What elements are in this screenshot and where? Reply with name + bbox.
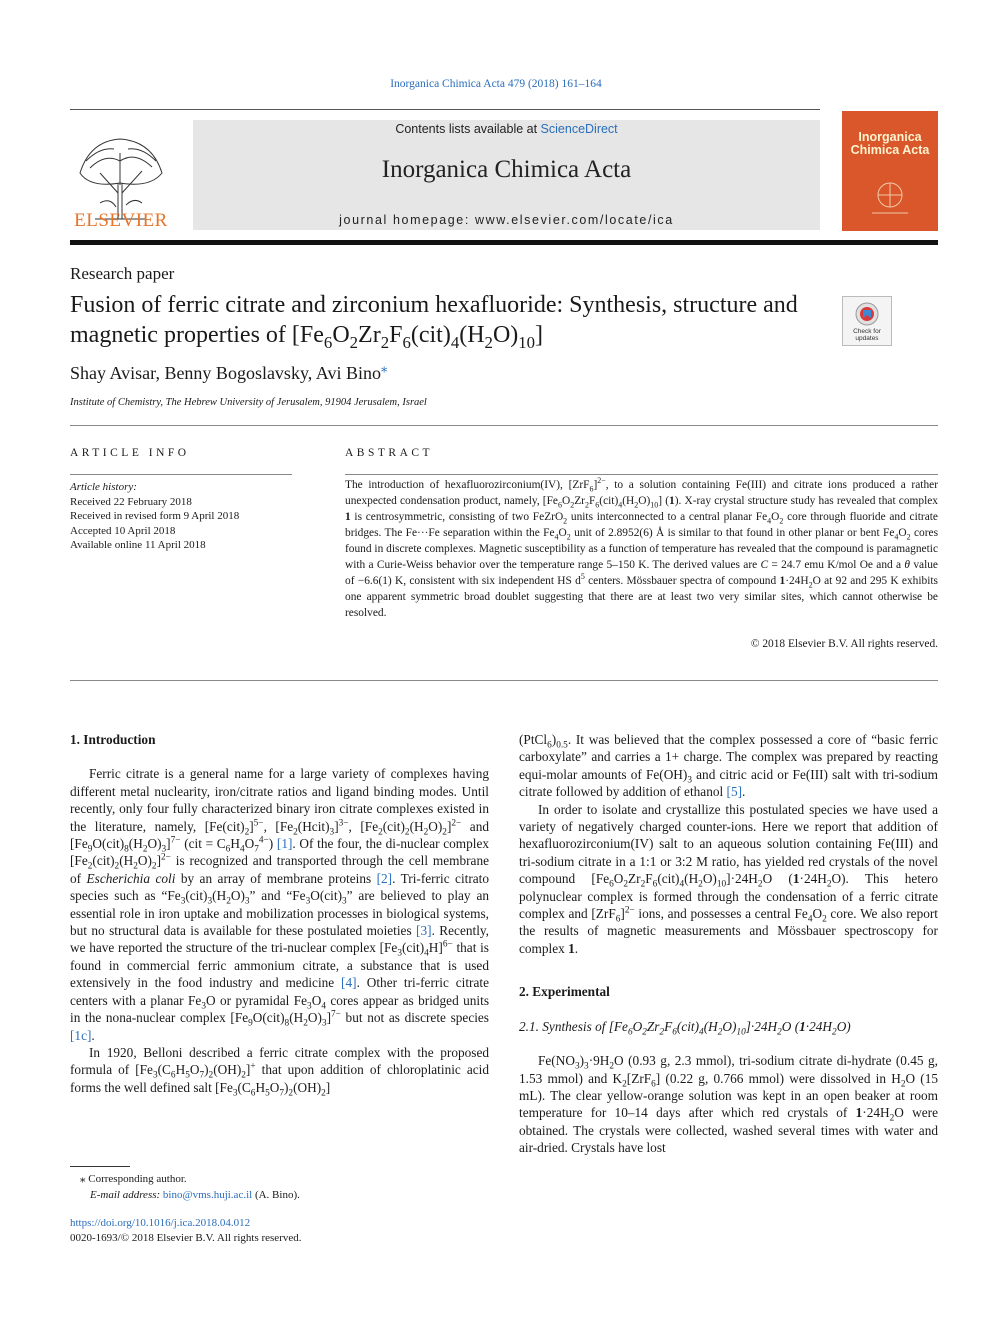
email-link[interactable]: bino@vms.huji.ac.il <box>162 1189 253 1201</box>
journal-reference[interactable]: Inorganica Chimica Acta 479 (2018) 161–164 <box>390 78 602 90</box>
intro-paragraph-2-cont: $(PtCl_6)_{0.5}$. It was believed that the complex possessed a core of “basic ferric carboxylate” and carries a 1+ charge. The complex was prepared by reacting equi-molar amounts of $Fe(OH)_3$ and citric acid or Fe(III) salt with tri-sodium citrate followed by addition of ethanol [5]. <box>519 732 938 800</box>
abstract-rule <box>345 474 938 475</box>
authors <box>70 363 387 384</box>
article-title: Fusion of ferric citrate and zirconium hexafluoride: Synthesis, structure and magnetic properties of $[Fe_6O_2Zr_2F_6(cit)_4(H_2O)_{10}]$ <box>70 292 798 352</box>
corresponding-note: ⁎ Corresponding author. <box>80 1173 187 1185</box>
article-type: Research paper <box>70 264 175 283</box>
cover-illustration <box>862 173 918 221</box>
revised-date: Received in revised form 9 April 2018 <box>70 510 240 522</box>
online-date: Available online 11 April 2018 <box>70 539 206 551</box>
synthesis-paragraph: $Fe(NO_3)_3\cdot 9H_2O$ (0.93 g, 2.3 mmol), tri-sodium citrate di-hydrate (0.45 g, 1.53 mmol) and $K_2[ZrF_6]$ (0.22 g, 0.766 mmol) were dissolved in $H_2O$ (15 mL). The clear yellow-orange solution was kept in an open beaker at room temperature for 10–14 days after which red crystals of $1\cdot 24H_2O$ were obtained. The crystals were collected, washed several times with water and air-dried. Crystals have lost <box>519 1053 939 1156</box>
sciencedirect-link[interactable]: ScienceDirect <box>540 122 618 136</box>
contents-line <box>193 122 820 136</box>
header-divider <box>70 109 820 110</box>
abstract-heading: ABSTRACT <box>345 447 434 459</box>
cover-title: Inorganica Chimica Acta <box>850 130 930 157</box>
ref-5-link[interactable]: [5] <box>726 784 743 800</box>
journal-cover-thumbnail[interactable] <box>842 111 938 231</box>
experimental-heading: 2. Experimental <box>519 984 610 1000</box>
abstract-copyright: © 2018 Elsevier B.V. All rights reserved. <box>750 638 938 650</box>
ref-1c-link[interactable]: [1c] <box>70 1027 92 1043</box>
ref-2-link[interactable]: [2] <box>376 870 393 886</box>
received-date: Received 22 February 2018 <box>70 495 192 508</box>
synthesis-heading: 2.1. Synthesis of $[Fe_6O_2Zr_2F_6(cit)_4(H_2O)_{10}]\cdot 24H_2O$ $(1\cdot 24H_2O)$ <box>519 1018 851 1038</box>
synthesis-heading-prefix: 2.1. Synthesis of <box>519 1018 609 1034</box>
ref-3-link[interactable]: [3] <box>416 923 432 939</box>
history-label: Article history: <box>70 481 137 493</box>
abstract-text: The introduction of hexafluorozirconium(IV), $[ZrF_6]^{2-}$, to a solution containing Fe(III) and citrate ions produced a rather unexpected condensation product, namely, $[Fe_6O_2Zr_2F_6(cit)_4(H_2O)_{10}]$ (1). X-ray crystal structure study has revealed that complex 1 is centrosymmetric, consisting of two FeZrO$_2$ units interconnected to a central planar $Fe_4O_2$ core through fluoride and citrate bridges. The Fe···Fe separation within the $Fe_4O_2$ unit of 2.8952(6) Å is similar to that found in other planar or bent $Fe_4O_2$ cores found in discrete complexes. Magnetic susceptibility as a function of temperature has revealed that the compound is paramagnetic with a Curie-Weiss behavior over the temperature range 5–150 K. The derived values are C = 24.7 emu K/mol Oe and a θ value of −6.6(1) K, consistent with six independent HS $d^5$ centers. Mössbauer spectra of compound $1\cdot 24H_2O$ at 92 and 295 K exhibits one apparent symmetric broad doublet suggesting that there are at least two very similar sites, which cannot otherwise be resolved. <box>345 476 939 619</box>
article-info-rule <box>70 474 292 475</box>
corresponding-text: Corresponding author. <box>88 1173 187 1185</box>
intro-heading: 1. Introduction <box>70 732 156 747</box>
journal-banner <box>193 120 820 230</box>
elsevier-wordmark: ELSEVIER <box>74 210 168 231</box>
doi-block <box>70 1216 302 1246</box>
ref-4-link[interactable]: [4] <box>341 975 357 991</box>
intro-paragraph-2: In 1920, Belloni described a ferric citrate complex with the proposed formula of $[Fe_3(C_6H_5O_7)_2(OH)_2]^+$ that upon addition of chloroplatinic acid forms the well defined salt $[Fe_3(C_6H_5O_7)_2(OH)_2]$ <box>70 1044 489 1099</box>
email-label: E-mail address: <box>90 1189 163 1201</box>
journal-name: Inorganica Chimica Acta <box>381 156 632 183</box>
title-text: Fusion of ferric citrate and zirconium hexafluoride: Synthesis, structure and magnetic properties of [Fe <box>70 292 798 348</box>
footnote <box>70 1171 490 1203</box>
ref-1-link[interactable]: [1] <box>276 836 293 852</box>
footnote-rule <box>70 1166 130 1167</box>
email-note <box>70 1187 490 1203</box>
intro-paragraph-3: In order to isolate and crystallize this postulated species we have used a variety of negatively charged counter-ions. Here we report that addition of hexafluorozirconium(IV) salt to an aqueous solution containing Fe(III) and tri-sodium citrate in a 1:1 or 3:2 M ratio, has yielded red crystals of the novel compound $[Fe_6O_2Zr_2F_6(cit)_4(H_2O)_{10}]\cdot 24H_2O$ $(1\cdot 24H_2O)$. This hetero polynuclear complex is formed through the condensation of a ferric citrate complex and $[ZrF_6]^{2-}$ ions, and possesses a central $Fe_4O_2$ core. We also report the results of magnetic measurements and Mössbauer spectroscopy for complex 1. <box>519 801 939 956</box>
abstract-bottom-rule <box>70 680 938 681</box>
header-thick-rule <box>70 240 938 245</box>
journal-homepage[interactable]: journal homepage: www.elsevier.com/locate/ica <box>339 213 674 227</box>
doi-link[interactable]: https://doi.org/10.1016/j.ica.2018.04.012 <box>70 1217 251 1229</box>
title-divider <box>70 425 938 426</box>
author-names: Shay Avisar, Benny Bogoslavsky, Avi Bino <box>70 363 381 383</box>
email-suffix: (A. Bino). <box>252 1189 300 1201</box>
right-column <box>519 731 938 1157</box>
article-history <box>70 480 310 553</box>
contents-prefix: Contents lists available at <box>395 122 541 136</box>
crossmark-icon[interactable] <box>842 296 892 346</box>
affiliation: Institute of Chemistry, The Hebrew University of Jerusalem, 91904 Jerusalem, Israel <box>70 397 427 408</box>
issn-line: 0020-1693/© 2018 Elsevier B.V. All rights reserved. <box>70 1232 302 1244</box>
corresponding-author-mark[interactable]: ⁎ <box>380 361 388 375</box>
intro-paragraph-1: Ferric citrate is a general name for a large variety of complexes having different metal nuclearity, iron/citrate ratios and ligand binding modes. Until recently, only four fully characterized binary iron citrate complexes existed in the literature, namely, $[Fe(cit)_2]^{5-}$, $[Fe_2(Hcit)_3]^{3-}$, $[Fe_2(cit)_2(H_2O)_2]^{2-}$ and $[Fe_9O(cit)_8(H_2O)_3]^{7-}$ $(cit = C_6H_4O_7^{4-})$ [1]. Of the four, the di-nuclear complex $[Fe_2(cit)_2(H_2O)_2]^{2-}$ is recognized and transported through the cell membrane of Escherichia coli by an array of membrane proteins [2]. Tri-ferric citrato species such as “$Fe_3(cit)_3(H_2O)_3$” and “$Fe_3O(cit)_3$” are believed to play an essential role in iron uptake and mobilization processes in biological systems, but no structural data is available for these postulated moieties [3]. Recently, we have reported the structure of the tri-nuclear complex $[Fe_3(cit)_4H]^{6-}$ that is found in commercial ferric ammonium citrate, a substance that is used extensively in the food industry and medicine [4]. Other tri-ferric citrate centers with a planar $Fe_3O$ or pyramidal $Fe_3O_4$ cores appear as bridged units in the nona-nuclear complex $[Fe_9O(cit)_8(H_2O)_3]^{7-}$ but not as discrete species [1c]. <box>70 766 490 1043</box>
crossmark-label: Check for <box>853 328 881 335</box>
article-info-heading: ARTICLE INFO <box>70 447 190 459</box>
accepted-date: Accepted 10 April 2018 <box>70 524 176 537</box>
crossmark-label-2: updates <box>855 335 879 342</box>
left-column <box>70 731 490 1099</box>
